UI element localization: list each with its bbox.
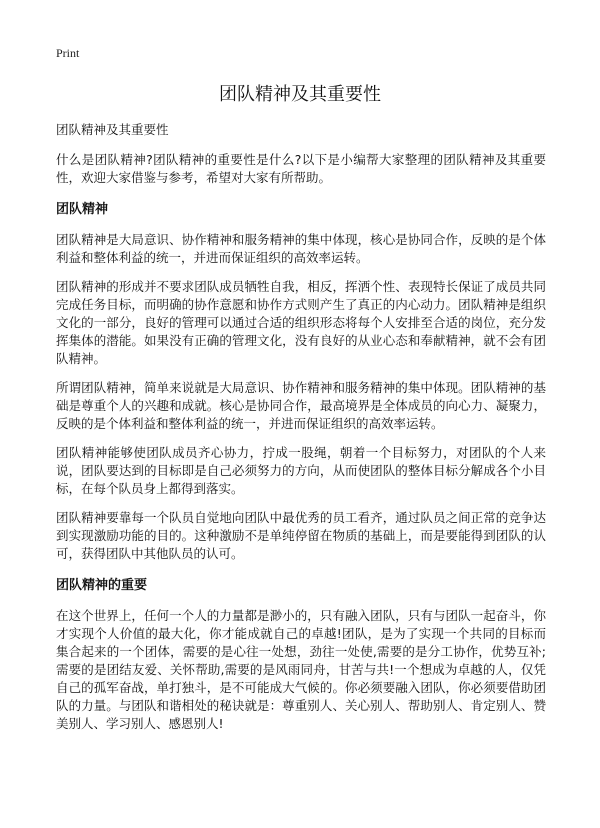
paragraph: 团队精神能够使团队成员齐心协力，拧成一股绳，朝着一个目标努力，对团队的个人来说，团队要达到的目标即是自己必须努力的方向，从而使团队的整体目标分解成各个小目标，在每个队员身上都得到落实。 (56, 445, 546, 496)
paragraph: 团队精神要靠每一个队员自觉地向团队中最优秀的员工看齐，通过队员之间正常的竞争达到实现激励功能的目的。这种激励不是单纯停留在物质的基础上，而是要能得到团队的认可，获得团队中其他队员的认可。 (56, 510, 546, 561)
paragraph: 在这个世界上，任何一个人的力量都是渺小的，只有融入团队，只有与团队一起奋斗，你才实现个人价值的最大化，你才能成就自己的卓越!团队，是为了实现一个共同的目标而集合起来的一个团体，需要的是心往一处想，劲往一处使,需要的是分工协作，优势互补;需要的是团结友爱、关怀帮助,需要的是风雨同舟，甘苦与共!一个想成为卓越的人，仅凭自己的孤军奋战，单打独斗，是不可能成大气候的。你必须要融入团队，你必须要借助团队的力量。与团队和谐相处的秘诀就是：尊重别人、关心别人、帮助别人、肯定别人、赞美别人、学习别人、感恩别人! (56, 608, 546, 731)
paragraph: 所谓团队精神，简单来说就是大局意识、协作精神和服务精神的集中体现。团队精神的基础是尊重个人的兴趣和成就。核心是协同合作，最高境界是全体成员的向心力、凝聚力，反映的是个体利益和整体利益的统一，并进而保证组织的高效率运转。 (56, 380, 546, 431)
page-title: 团队精神及其重要性 (219, 84, 381, 105)
document-body (56, 121, 546, 744)
paragraph: 团队精神是大局意识、协作精神和服务精神的集中体现，核心是协同合作，反映的是个体利益和整体利益的统一，并进而保证组织的高效率运转。 (56, 232, 546, 265)
section-heading-team-spirit: 团队精神 (56, 202, 109, 217)
document-subtitle: 团队精神及其重要性 (56, 122, 169, 137)
section-heading-importance: 团队精神的重要 (56, 578, 148, 593)
print-link[interactable]: Print (56, 46, 80, 60)
paragraph: 团队精神的形成并不要求团队成员牺牲自我，相反，挥洒个性、表现特长保证了成员共同完成任务目标，而明确的协作意愿和协作方式则产生了真正的内心动力。团队精神是组织文化的一部分，良好的管理可以通过合适的组织形态将每个人安排至合适的岗位，充分发挥集体的潜能。如果没有正确的管理文化，没有良好的从业心态和奉献精神，就不会有团队精神。 (56, 279, 546, 366)
intro-paragraph: 什么是团队精神?团队精神的重要性是什么?以下是小编帮大家整理的团队精神及其重要性，欢迎大家借鉴与参考，希望对大家有所帮助。 (56, 152, 546, 185)
